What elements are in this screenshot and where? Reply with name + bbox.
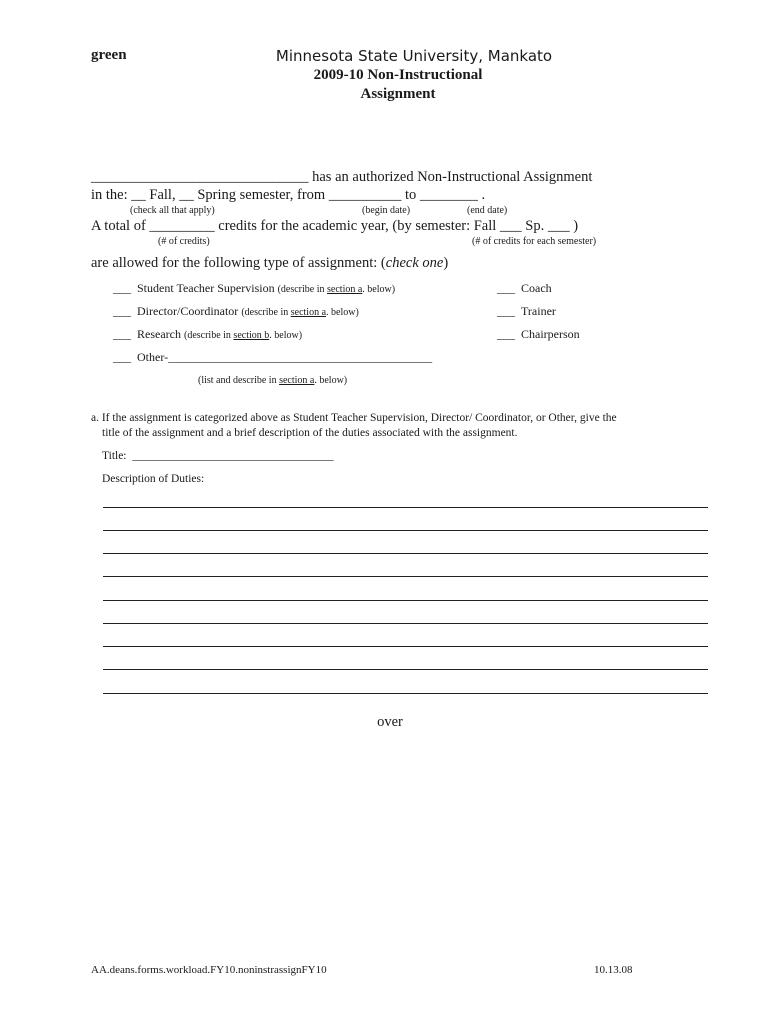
- section-a-instruction-2: title of the assignment and a brief description of the duties associated with the assignment.: [102, 427, 518, 439]
- option-trainer[interactable]: ___ Trainer: [497, 304, 556, 318]
- title-field[interactable]: Title: ___________________________________: [102, 450, 334, 462]
- duties-line[interactable]: [103, 623, 708, 624]
- duties-line[interactable]: [103, 553, 708, 554]
- duties-line[interactable]: [103, 693, 708, 694]
- form-title-line1: 2009-10 Non-Instructional: [313, 67, 483, 83]
- option-research[interactable]: ___ Research (describe in section b. below): [113, 327, 303, 341]
- duties-line[interactable]: [103, 669, 708, 670]
- university-name: Minnesota State University, Mankato: [275, 47, 553, 65]
- duties-line[interactable]: [103, 646, 708, 647]
- intro-line-3: A total of _________ credits for the academic year, (by semester: Fall ___ Sp. ___ ): [91, 218, 579, 234]
- header-tag: green: [91, 47, 127, 63]
- option-coach[interactable]: ___ Coach: [497, 281, 552, 295]
- section-a-instruction-1: a. If the assignment is categorized above as Student Teacher Supervision, Director/ Coordinator, or Other, give the: [91, 412, 617, 424]
- duties-line[interactable]: [103, 530, 708, 531]
- duties-label: Description of Duties:: [102, 473, 205, 485]
- duties-line[interactable]: [103, 600, 708, 601]
- option-student-teacher[interactable]: ___ Student Teacher Supervision (describe in section a. below): [113, 281, 396, 295]
- option-other[interactable]: ___ Other-____________________________________________: [113, 350, 433, 364]
- assignment-type-prompt: are allowed for the following type of assignment: (check one): [91, 255, 449, 271]
- hint-end-date: (end date): [467, 205, 508, 216]
- form-title-line2: Assignment: [360, 86, 436, 102]
- hint-begin-date: (begin date): [362, 205, 411, 216]
- hint-check-all: (check all that apply): [130, 205, 215, 216]
- over-note: over: [377, 714, 403, 730]
- other-hint: (list and describe in section a. below): [198, 375, 348, 386]
- duties-line[interactable]: [103, 576, 708, 577]
- duties-line[interactable]: [103, 507, 708, 508]
- option-chairperson[interactable]: ___ Chairperson: [497, 327, 580, 341]
- footer-date: 10.13.08: [594, 964, 633, 976]
- intro-line-2: in the: __ Fall, __ Spring semester, from __________ to ________ .: [91, 187, 486, 203]
- hint-credits-each: (# of credits for each semester): [472, 236, 597, 247]
- hint-num-credits: (# of credits): [158, 236, 210, 247]
- footer-form-id: AA.deans.forms.workload.FY10.noninstrassignFY10: [91, 964, 327, 976]
- option-director-coordinator[interactable]: ___ Director/Coordinator (describe in section a. below): [113, 304, 359, 318]
- intro-line-1: ______________________________ has an authorized Non-Instructional Assignment: [91, 169, 593, 185]
